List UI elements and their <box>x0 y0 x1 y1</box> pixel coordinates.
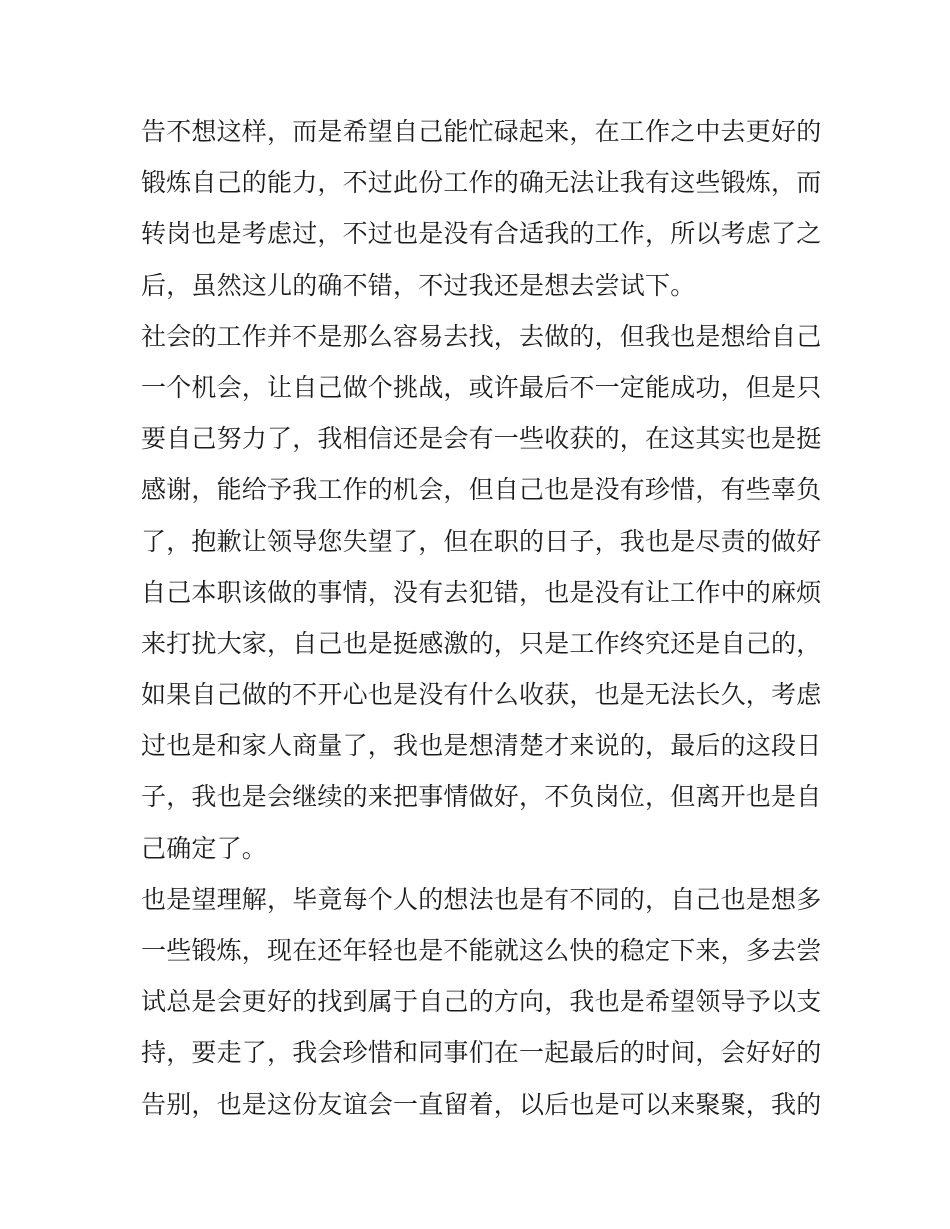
text-line: 一些锻炼，现在还年轻也是不能就这么快的稳定下来，多去尝 <box>141 936 822 965</box>
text-line: 自己本职该做的事情，没有去犯错，也是没有让工作中的麻烦 <box>141 577 822 607</box>
text-line: 也是望理解，毕竟每个人的想法也是有不同的，自己也是想多 <box>141 884 822 914</box>
paragraph-1 <box>141 106 821 311</box>
text-line: 告别，也是这份友谊会一直留着，以后也是可以来聚聚，我的 <box>141 1089 822 1119</box>
paragraph-3 <box>141 874 821 1130</box>
document-body <box>141 106 821 1130</box>
text-line: 子，我也是会继续的来把事情做好，不负岗位，但离开也是自 <box>141 782 822 812</box>
paragraph-2 <box>141 311 821 874</box>
text-line: 如果自己做的不开心也是没有什么收获，也是无法长久，考虑 <box>141 680 822 710</box>
text-line: 社会的工作并不是那么容易去找，去做的，但我也是想给自己 <box>141 321 822 351</box>
text-line: 持，要走了，我会珍惜和同事们在一起最后的时间，会好好的 <box>141 1038 822 1068</box>
text-line: 感谢，能给予我工作的机会，但自己也是没有珍惜，有些辜负 <box>141 475 822 505</box>
text-line: 一个机会，让自己做个挑战，或许最后不一定能成功，但是只 <box>141 372 822 402</box>
text-line: 转岗也是考虑过，不过也是没有合适我的工作，所以考虑了之 <box>141 219 822 249</box>
text-line: 锻炼自己的能力，不过此份工作的确无法让我有这些锻炼，而 <box>141 168 822 198</box>
text-line: 要自己努力了，我相信还是会有一些收获的，在这其实也是挺 <box>141 424 822 454</box>
text-line: 后，虽然这儿的确不错，不过我还是想去尝试下。 <box>141 270 696 300</box>
text-line: 试总是会更好的找到属于自己的方向，我也是希望领导予以支 <box>141 987 822 1017</box>
text-line: 过也是和家人商量了，我也是想清楚才来说的，最后的这段日 <box>141 731 822 761</box>
text-line: 了，抱歉让领导您失望了，但在职的日子，我也是尽责的做好 <box>141 526 822 556</box>
text-line: 告不想这样，而是希望自己能忙碌起来，在工作之中去更好的 <box>141 117 822 146</box>
text-line: 来打扰大家，自己也是挺感激的，只是工作终究还是自己的， <box>141 628 822 658</box>
text-line: 己确定了。 <box>141 833 268 863</box>
